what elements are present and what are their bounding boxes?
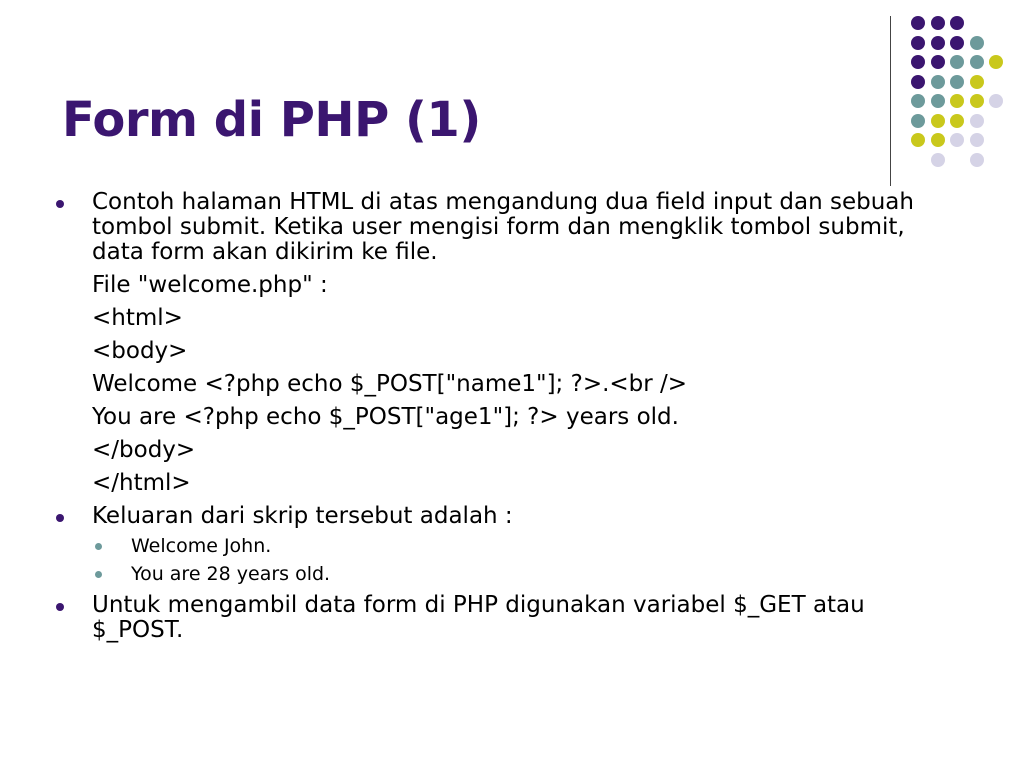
decorative-dot: [911, 94, 925, 108]
sub-bullet-text: You are 28 years old.: [131, 563, 331, 585]
decorative-dot: [989, 55, 1003, 69]
decorative-dot: [931, 94, 945, 108]
decorative-dot: [931, 133, 945, 147]
sub-bullet-text: Welcome John.: [131, 535, 272, 557]
bullet-text: Untuk mengambil data form di PHP digunakan variabel $_GET atau $_POST.: [92, 592, 865, 643]
decorative-dot: [950, 133, 964, 147]
decorative-dot: [950, 114, 964, 128]
code-line: </html>: [92, 470, 191, 496]
decorative-dot: [931, 55, 945, 69]
sub-bullet-marker: [95, 543, 102, 550]
bullet-item: [52, 190, 952, 265]
decorative-dot: [970, 36, 984, 50]
decorative-dot: [950, 16, 964, 30]
bullet-marker: [56, 514, 64, 522]
decorative-dot: [970, 114, 984, 128]
title-divider: [890, 16, 891, 186]
decorative-dot: [970, 94, 984, 108]
sub-bullet-item: [52, 563, 952, 585]
code-line: File "welcome.php" :: [92, 272, 328, 298]
decorative-dot: [911, 75, 925, 89]
decorative-dot: [931, 16, 945, 30]
bullet-marker: [56, 603, 64, 611]
sub-bullet-item: [52, 535, 952, 557]
decorative-dot: [931, 114, 945, 128]
decorative-dot: [950, 36, 964, 50]
bullet-marker: [56, 200, 64, 208]
decorative-dot-grid: [900, 0, 1024, 170]
code-line: </body>: [92, 437, 196, 463]
decorative-dot: [970, 153, 984, 167]
decorative-dot: [950, 94, 964, 108]
code-line: <html>: [92, 305, 183, 331]
decorative-dot: [911, 36, 925, 50]
decorative-dot: [950, 55, 964, 69]
bullet-text: Contoh halaman HTML di atas mengandung dua field input dan sebuah tombol submit. Ketika user mengisi form dan mengklik tombol submit, data form akan dikirim ke file.: [92, 189, 914, 265]
code-line: You are <?php echo $_POST["age1"]; ?> years old.: [92, 404, 679, 430]
slide-body: [52, 190, 952, 643]
decorative-dot: [931, 36, 945, 50]
decorative-dot: [911, 16, 925, 30]
sub-bullet-marker: [95, 571, 102, 578]
bullet-item: [52, 504, 952, 529]
slide-title: Form di PHP (1): [62, 92, 481, 148]
decorative-dot: [970, 75, 984, 89]
decorative-dot: [911, 55, 925, 69]
decorative-dot: [931, 75, 945, 89]
decorative-dot: [950, 75, 964, 89]
code-line: <body>: [92, 338, 188, 364]
decorative-dot: [911, 133, 925, 147]
decorative-dot: [911, 114, 925, 128]
code-line: Welcome <?php echo $_POST["name1"]; ?>.<br />: [92, 371, 688, 397]
decorative-dot: [931, 153, 945, 167]
bullet-text: Keluaran dari skrip tersebut adalah :: [92, 503, 513, 529]
decorative-dot: [989, 94, 1003, 108]
bullet-item: [52, 593, 952, 643]
decorative-dot: [970, 55, 984, 69]
decorative-dot: [970, 133, 984, 147]
